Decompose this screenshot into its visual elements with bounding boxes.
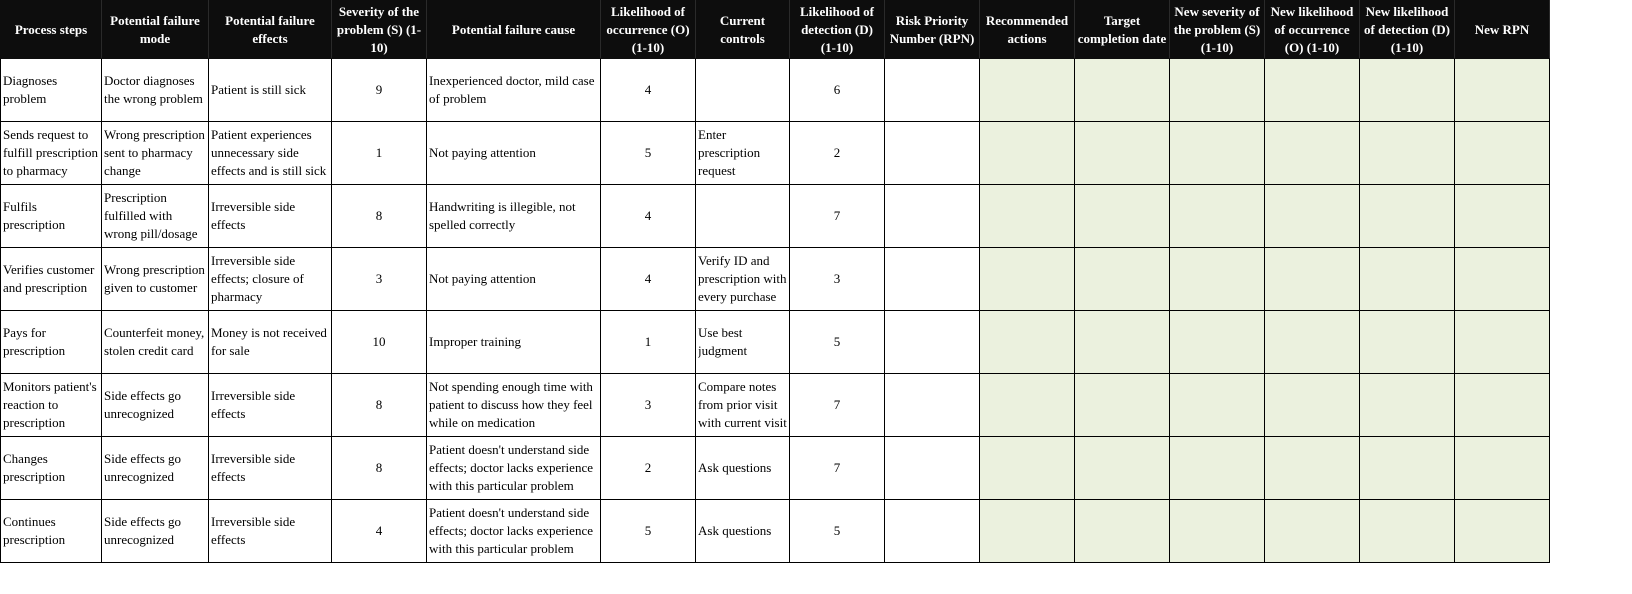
table-cell[interactable] <box>980 185 1075 248</box>
table-cell[interactable] <box>102 500 209 563</box>
table-cell[interactable] <box>696 374 790 437</box>
table-cell[interactable] <box>885 122 980 185</box>
table-cell[interactable] <box>1265 122 1360 185</box>
table-row <box>1 122 1550 185</box>
table-cell[interactable] <box>980 311 1075 374</box>
table-row <box>1 185 1550 248</box>
table-cell[interactable] <box>209 437 332 500</box>
table-cell[interactable] <box>601 374 696 437</box>
table-cell[interactable] <box>332 374 427 437</box>
cell-text: Side effects go unrecognized <box>104 388 182 421</box>
table-cell[interactable] <box>209 374 332 437</box>
cell-text: 8 <box>375 208 383 223</box>
table-cell[interactable] <box>980 122 1075 185</box>
cell-text: Ask questions <box>698 460 772 475</box>
table-cell[interactable] <box>1 500 102 563</box>
cell-text: Verifies customer and prescription <box>3 262 95 295</box>
cell-text: 7 <box>833 208 841 223</box>
header-failure-mode[interactable]: Potential failure mode <box>102 1 209 59</box>
cell-text: Pays for prescription <box>3 325 66 358</box>
header-failure-effects[interactable]: Potential failure effects <box>209 1 332 59</box>
table-cell[interactable] <box>696 248 790 311</box>
cell-text: 4 <box>644 208 652 223</box>
table-cell[interactable] <box>1360 122 1455 185</box>
cell-text: Doctor diagnoses the wrong problem <box>104 73 203 106</box>
table-cell[interactable] <box>696 122 790 185</box>
cell-text: 1 <box>375 145 383 160</box>
cell-text: 5 <box>833 334 841 349</box>
table-cell[interactable] <box>1265 437 1360 500</box>
header-row <box>1 1 1550 59</box>
table-cell[interactable] <box>332 311 427 374</box>
table-cell[interactable] <box>1170 311 1265 374</box>
table-cell[interactable] <box>1075 59 1170 122</box>
table-cell[interactable] <box>1 374 102 437</box>
table-row <box>1 374 1550 437</box>
table-cell[interactable] <box>427 122 601 185</box>
table-cell[interactable] <box>790 311 885 374</box>
table-cell[interactable] <box>790 122 885 185</box>
table-row <box>1 248 1550 311</box>
table-cell[interactable] <box>1 437 102 500</box>
table-cell[interactable] <box>601 437 696 500</box>
cell-text: Inexperienced doctor, mild case of problem <box>429 73 595 106</box>
cell-text: 1 <box>644 334 652 349</box>
header-new-occurrence[interactable]: New likelihood of occurrence (O) (1-10) <box>1265 1 1360 59</box>
table-cell[interactable] <box>1075 248 1170 311</box>
table-cell[interactable] <box>1170 59 1265 122</box>
cell-text: Irreversible side effects <box>211 514 296 547</box>
table-cell[interactable] <box>980 59 1075 122</box>
table-cell[interactable] <box>885 248 980 311</box>
cell-text: 4 <box>375 523 383 538</box>
cell-text: Compare notes from prior visit with current visit <box>698 379 787 430</box>
table-cell[interactable] <box>1455 59 1550 122</box>
table-cell[interactable] <box>1360 248 1455 311</box>
table-cell[interactable] <box>1360 500 1455 563</box>
cell-text: Irreversible side effects <box>211 388 296 421</box>
table-cell[interactable] <box>332 500 427 563</box>
cell-text: Handwriting is illegible, not spelled correctly <box>429 199 576 232</box>
cell-text: 7 <box>833 397 841 412</box>
table-cell[interactable] <box>980 248 1075 311</box>
cell-text: 10 <box>372 334 386 349</box>
table-cell[interactable] <box>1455 185 1550 248</box>
table-cell[interactable] <box>209 311 332 374</box>
table-cell[interactable] <box>980 437 1075 500</box>
table-body <box>1 59 1550 563</box>
cell-text: 6 <box>833 82 841 97</box>
cell-text: Money is not received for sale <box>211 325 327 358</box>
table-cell[interactable] <box>209 248 332 311</box>
table-cell[interactable] <box>885 500 980 563</box>
table-cell[interactable] <box>427 437 601 500</box>
table-row <box>1 500 1550 563</box>
table-cell[interactable] <box>102 185 209 248</box>
cell-text: Fulfils prescription <box>3 199 66 232</box>
table-cell[interactable] <box>427 500 601 563</box>
table-cell[interactable] <box>102 122 209 185</box>
table-cell[interactable] <box>885 59 980 122</box>
table-cell[interactable] <box>601 311 696 374</box>
cell-text: Sends request to fulfill prescription to pharmacy <box>3 127 98 178</box>
header-failure-cause[interactable]: Potential failure cause <box>427 1 601 59</box>
table-row <box>1 59 1550 122</box>
cell-text: Continues prescription <box>3 514 66 547</box>
table-cell[interactable] <box>1360 185 1455 248</box>
table-cell[interactable] <box>1360 437 1455 500</box>
table-cell[interactable] <box>1360 374 1455 437</box>
cell-text: Wrong prescription given to customer <box>104 262 205 295</box>
cell-text: 8 <box>375 397 383 412</box>
table-cell[interactable] <box>885 374 980 437</box>
cell-text: Changes prescription <box>3 451 66 484</box>
table-cell[interactable] <box>1 185 102 248</box>
header-recommended-actions[interactable]: Recommended actions <box>980 1 1075 59</box>
cell-text: Irreversible side effects; closure of pharmacy <box>211 253 304 304</box>
table-cell[interactable] <box>601 248 696 311</box>
table-cell[interactable] <box>1 248 102 311</box>
cell-text: 5 <box>833 523 841 538</box>
table-cell[interactable] <box>696 500 790 563</box>
cell-text: Irreversible side effects <box>211 199 296 232</box>
table-cell[interactable] <box>1455 374 1550 437</box>
cell-text: Monitors patient's reaction to prescription <box>3 379 97 430</box>
header-process-steps[interactable]: Process steps <box>1 1 102 59</box>
table-cell[interactable] <box>427 311 601 374</box>
table-cell[interactable] <box>790 374 885 437</box>
table-cell[interactable] <box>102 59 209 122</box>
table-cell[interactable] <box>980 374 1075 437</box>
cell-text: Patient doesn't understand side effects; doctor lacks experience with this particular problem <box>429 442 593 493</box>
table-cell[interactable] <box>1075 185 1170 248</box>
table-cell[interactable] <box>102 374 209 437</box>
table-cell[interactable] <box>427 59 601 122</box>
table-cell[interactable] <box>790 248 885 311</box>
table-cell[interactable] <box>790 437 885 500</box>
cell-text: Patient is still sick <box>211 82 306 97</box>
cell-text: Patient experiences unnecessary side effects and is still sick <box>211 127 327 178</box>
table-cell[interactable] <box>1265 311 1360 374</box>
cell-text: Not paying attention <box>429 271 536 286</box>
table-cell[interactable] <box>209 59 332 122</box>
header-current-controls[interactable]: Current controls <box>696 1 790 59</box>
cell-text: 2 <box>644 460 652 475</box>
table-cell[interactable] <box>1455 311 1550 374</box>
table-cell[interactable] <box>332 59 427 122</box>
cell-text: 3 <box>375 271 383 286</box>
table-row <box>1 311 1550 374</box>
table-cell[interactable] <box>427 248 601 311</box>
table-cell[interactable] <box>1265 185 1360 248</box>
sheet-blank-area <box>1557 0 1632 594</box>
header-detection[interactable]: Likelihood of detection (D) (1-10) <box>790 1 885 59</box>
header-severity[interactable]: Severity of the problem (S) (1-10) <box>332 1 427 59</box>
table-cell[interactable] <box>1265 374 1360 437</box>
table-cell[interactable] <box>1265 500 1360 563</box>
table-cell[interactable] <box>601 185 696 248</box>
cell-text: Improper training <box>429 334 522 349</box>
table-cell[interactable] <box>790 185 885 248</box>
table-cell[interactable] <box>332 437 427 500</box>
table-cell[interactable] <box>209 122 332 185</box>
cell-text: Ask questions <box>698 523 772 538</box>
table-cell[interactable] <box>696 437 790 500</box>
cell-text: 5 <box>644 523 652 538</box>
cell-text: 8 <box>375 460 383 475</box>
table-cell[interactable] <box>427 374 601 437</box>
cell-text: Prescription fulfilled with wrong pill/dosage <box>104 190 198 241</box>
table-cell[interactable] <box>1 122 102 185</box>
cell-text: Not paying attention <box>429 145 536 160</box>
table-cell[interactable] <box>1170 248 1265 311</box>
table-cell[interactable] <box>696 185 790 248</box>
table-cell[interactable] <box>332 122 427 185</box>
cell-text: Side effects go unrecognized <box>104 514 182 547</box>
table-row <box>1 437 1550 500</box>
table-cell[interactable] <box>102 311 209 374</box>
table-cell[interactable] <box>102 437 209 500</box>
table-cell[interactable] <box>1170 437 1265 500</box>
cell-text: Enter prescription request <box>698 127 761 178</box>
cell-text: Diagnoses problem <box>3 73 58 106</box>
cell-text: 4 <box>644 82 652 97</box>
table-cell[interactable] <box>885 437 980 500</box>
table-cell[interactable] <box>601 122 696 185</box>
table-cell[interactable] <box>601 500 696 563</box>
table-cell[interactable] <box>1455 437 1550 500</box>
table-cell[interactable] <box>1170 185 1265 248</box>
table-cell[interactable] <box>1075 374 1170 437</box>
cell-text: Wrong prescription sent to pharmacy change <box>104 127 205 178</box>
table-cell[interactable] <box>1455 122 1550 185</box>
table-cell[interactable] <box>1075 500 1170 563</box>
table-cell[interactable] <box>1075 311 1170 374</box>
cell-text: 3 <box>833 271 841 286</box>
cell-text: Irreversible side effects <box>211 451 296 484</box>
cell-text: Counterfeit money, stolen credit card <box>104 325 205 358</box>
cell-text: 9 <box>375 82 383 97</box>
cell-text: 4 <box>644 271 652 286</box>
table-cell[interactable] <box>102 248 209 311</box>
header-target-date[interactable]: Target completion date <box>1075 1 1170 59</box>
table-cell[interactable] <box>209 185 332 248</box>
table-cell[interactable] <box>790 500 885 563</box>
table-cell[interactable] <box>427 185 601 248</box>
cell-text: 2 <box>833 145 841 160</box>
header-rpn[interactable]: Risk Priority Number (RPN) <box>885 1 980 59</box>
table-cell[interactable] <box>1 311 102 374</box>
table-cell[interactable] <box>601 59 696 122</box>
table-cell[interactable] <box>696 59 790 122</box>
table-cell[interactable] <box>1360 311 1455 374</box>
cell-text: Use best judgment <box>698 325 748 358</box>
table-cell[interactable] <box>1455 500 1550 563</box>
table-cell[interactable] <box>332 248 427 311</box>
table-cell[interactable] <box>1360 59 1455 122</box>
cell-text: Side effects go unrecognized <box>104 451 182 484</box>
table-cell[interactable] <box>332 185 427 248</box>
header-occurrence[interactable]: Likelihood of occurrence (O) (1-10) <box>601 1 696 59</box>
table-cell[interactable] <box>1075 122 1170 185</box>
cell-text: 5 <box>644 145 652 160</box>
table-cell[interactable] <box>1265 59 1360 122</box>
table-cell[interactable] <box>885 185 980 248</box>
header-new-rpn[interactable]: New RPN <box>1455 1 1550 59</box>
cell-text: 7 <box>833 460 841 475</box>
cell-text: Not spending enough time with patient to discuss how they feel while on medication <box>429 379 593 430</box>
cell-text: 3 <box>644 397 652 412</box>
table-cell[interactable] <box>980 500 1075 563</box>
cell-text: Verify ID and prescription with every purchase <box>698 253 787 304</box>
table-cell[interactable] <box>1170 374 1265 437</box>
table-cell[interactable] <box>1170 122 1265 185</box>
table-cell[interactable] <box>209 500 332 563</box>
cell-text: Patient doesn't understand side effects; doctor lacks experience with this particular problem <box>429 505 593 556</box>
table-cell[interactable] <box>885 311 980 374</box>
table-cell[interactable] <box>1 59 102 122</box>
table-cell[interactable] <box>790 59 885 122</box>
header-new-detection[interactable]: New likelihood of detection (D) (1-10) <box>1360 1 1455 59</box>
table-cell[interactable] <box>1265 248 1360 311</box>
table-cell[interactable] <box>1075 437 1170 500</box>
table-cell[interactable] <box>1170 500 1265 563</box>
header-new-severity[interactable]: New severity of the problem (S) (1-10) <box>1170 1 1265 59</box>
table-cell[interactable] <box>1455 248 1550 311</box>
table-cell[interactable] <box>696 311 790 374</box>
